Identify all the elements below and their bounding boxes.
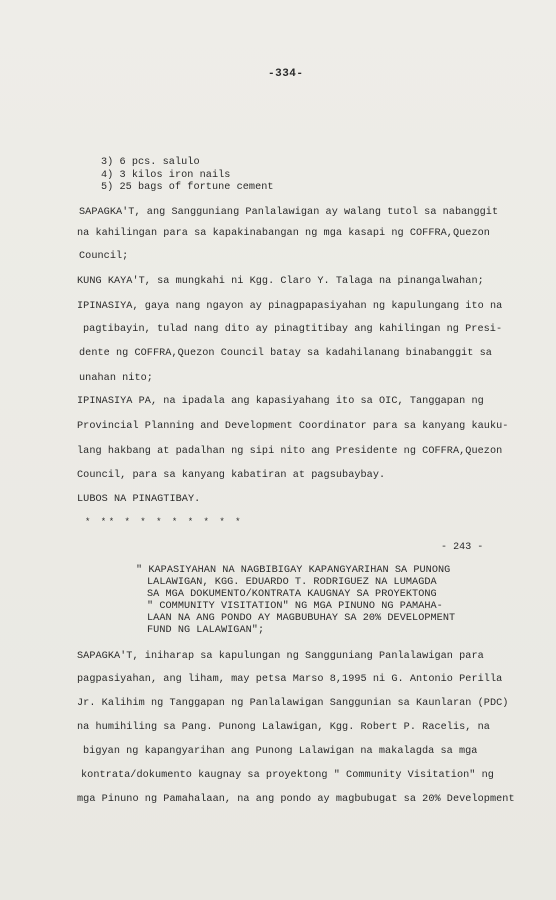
paragraph-line: SAPAGKA'T, ang Sangguniang Panlalawigan ay walang tutol sa nabanggit: [79, 207, 499, 218]
paragraph-line: pagpasiyahan, ang liham, may petsa Marso 8,1995 ni G. Antonio Perilla: [77, 674, 503, 685]
paragraph-line: Council, para sa kanyang kabatiran at pagsubaybay.: [77, 470, 386, 481]
paragraph-line: lang hakbang at padalhan ng sipi nito ang Presidente ng COFFRA,Quezon: [77, 446, 503, 457]
paragraph-line: pagtibayin, tulad nang dito ay pinagtitibay ang kahilingan ng Presi-: [83, 324, 503, 335]
paragraph-line: bigyan ng kapangyarihan ang Punong Lalawigan na makalagda sa mga: [83, 746, 478, 757]
closing-line: LUBOS NA PINAGTIBAY.: [77, 494, 201, 505]
list-item: 4) 3 kilos iron nails: [101, 170, 231, 181]
paragraph-line: mga Pinuno ng Pamahalaan, na ang pondo ay magbubugat sa 20% Development: [77, 794, 515, 805]
paragraph-line: dente ng COFFRA,Quezon Council batay sa kadahilanang binabanggit sa: [79, 348, 492, 359]
paragraph-line: SAPAGKA'T, iniharap sa kapulungan ng Sangguniang Panlalawigan para: [77, 651, 484, 662]
resolution-title-line: FUND NG LALAWIGAN";: [147, 625, 265, 636]
paragraph-line: IPINASIYA, gaya nang ngayon ay pinagpapasiyahan ng kapulungang ito na: [77, 301, 503, 312]
paragraph-line: KUNG KAYA'T, sa mungkahi ni Kgg. Claro Y. Talaga na pinangalwahan;: [77, 276, 484, 287]
resolution-title-line: " KAPASIYAHAN NA NAGBIBIGAY KAPANGYARIHAN SA PUNONG: [136, 565, 451, 576]
paragraph-line: na humihiling sa Pang. Punong Lalawigan, Kgg. Robert P. Racelis, na: [77, 722, 490, 733]
paragraph-line: unahan nito;: [79, 373, 153, 384]
resolution-title-line: " COMMUNITY VISITATION" NG MGA PINUNO NG PAMAHA-: [147, 601, 443, 612]
paragraph-line: Jr. Kalihim ng Tanggapan ng Panlalawigan Sanggunian sa Kaunlaran (PDC): [77, 698, 509, 709]
page-number: -334-: [268, 68, 304, 80]
paragraph-line: kontrata/dokumento kaugnay sa proyektong " Community Visitation" ng: [81, 770, 494, 781]
resolution-title-line: LALAWIGAN, KGG. EDUARDO T. RODRIGUEZ NA LUMAGDA: [147, 577, 437, 588]
resolution-number: - 243 -: [441, 542, 484, 553]
list-item: 3) 6 pcs. salulo: [101, 157, 200, 168]
separator-stars: * ** * * * * * * * *: [85, 517, 244, 527]
list-item: 5) 25 bags of fortune cement: [101, 182, 274, 193]
resolution-title-line: LAAN NA ANG PONDO AY MAGBUBUHAY SA 20% DEVELOPMENT: [147, 613, 456, 624]
paragraph-line: Provincial Planning and Development Coordinator para sa kanyang kauku-: [77, 421, 509, 432]
paragraph-line: na kahilingan para sa kapakinabangan ng mga kasapi ng COFFRA,Quezon: [77, 228, 490, 239]
resolution-title-line: SA MGA DOKUMENTO/KONTRATA KAUGNAY SA PROYEKTONG: [147, 589, 437, 600]
paragraph-line: IPINASIYA PA, na ipadala ang kapasiyahang ito sa OIC, Tanggapan ng: [77, 396, 484, 407]
paragraph-line: Council;: [79, 251, 129, 262]
